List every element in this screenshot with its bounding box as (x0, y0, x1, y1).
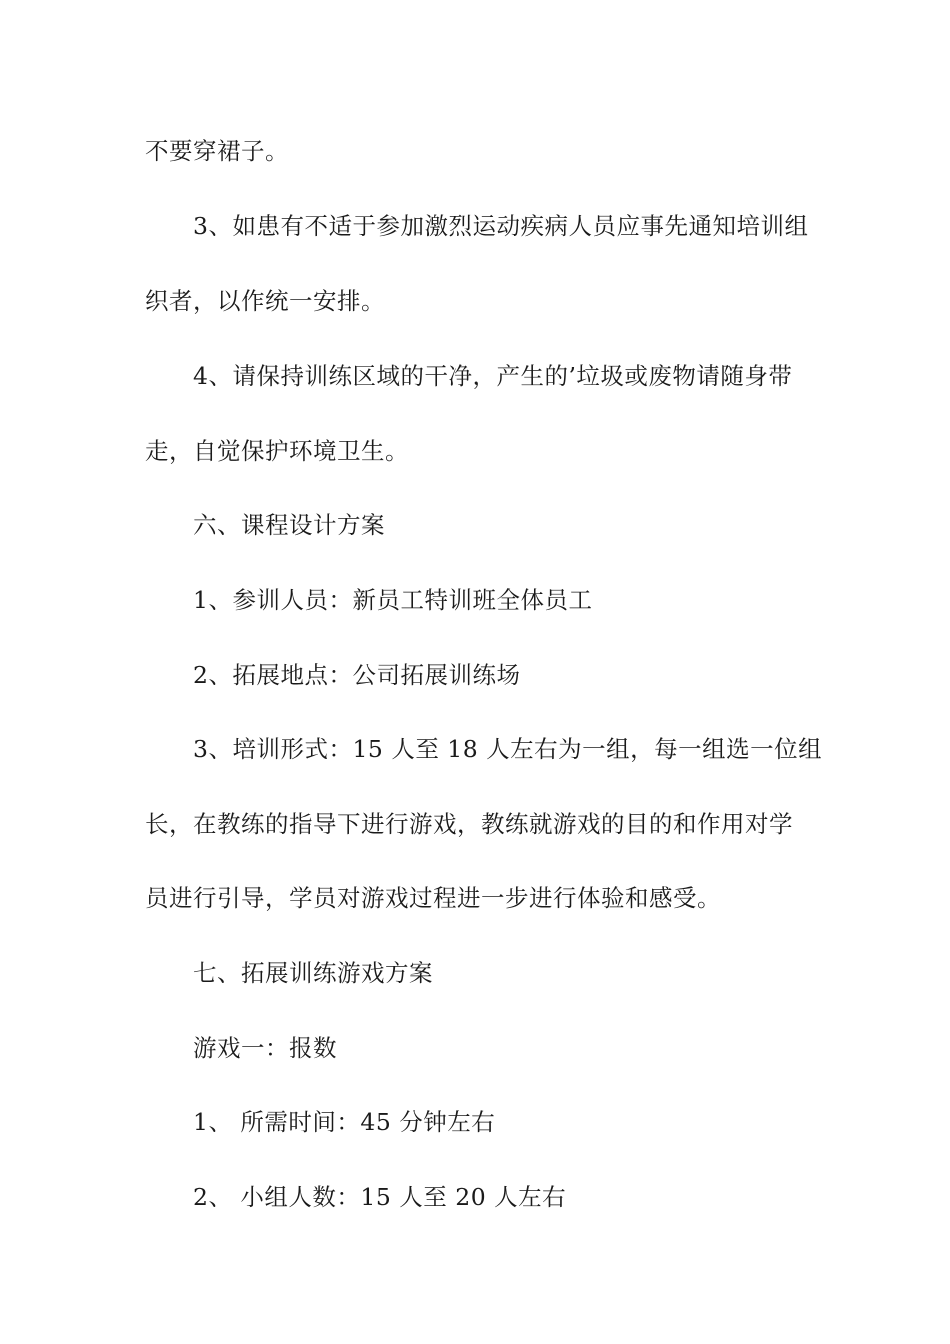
paragraph-line: 3、如患有不适于参加激烈运动疾病人员应事先通知培训组 (193, 212, 809, 240)
paragraph-line: 2、拓展地点：公司拓展训练场 (193, 661, 521, 689)
paragraph-line: 1、参训人员：新员工特训班全体员工 (193, 586, 593, 614)
paragraph-line: 长，在教练的指导下进行游戏，教练就游戏的目的和作用对学 (145, 810, 793, 838)
subsection-heading: 游戏一：报数 (193, 1034, 337, 1062)
paragraph-line: 4、请保持训练区域的干净，产生的’垃圾或废物请随身带 (193, 362, 793, 390)
paragraph-line: 织者，以作统一安排。 (145, 287, 385, 315)
paragraph-line: 走，自觉保护环境卫生。 (145, 437, 409, 465)
section-heading: 七、拓展训练游戏方案 (193, 959, 433, 987)
section-heading: 六、课程设计方案 (193, 511, 385, 539)
paragraph-line: 2、 小组人数：15 人至 20 人左右 (193, 1183, 567, 1211)
paragraph-line: 不要穿裙子。 (145, 137, 289, 165)
paragraph-line: 1、 所需时间：45 分钟左右 (193, 1108, 496, 1136)
paragraph-line: 3、培训形式：15 人至 18 人左右为一组，每一组选一位组 (193, 735, 823, 763)
paragraph-line: 员进行引导，学员对游戏过程进一步进行体验和感受。 (145, 884, 721, 912)
